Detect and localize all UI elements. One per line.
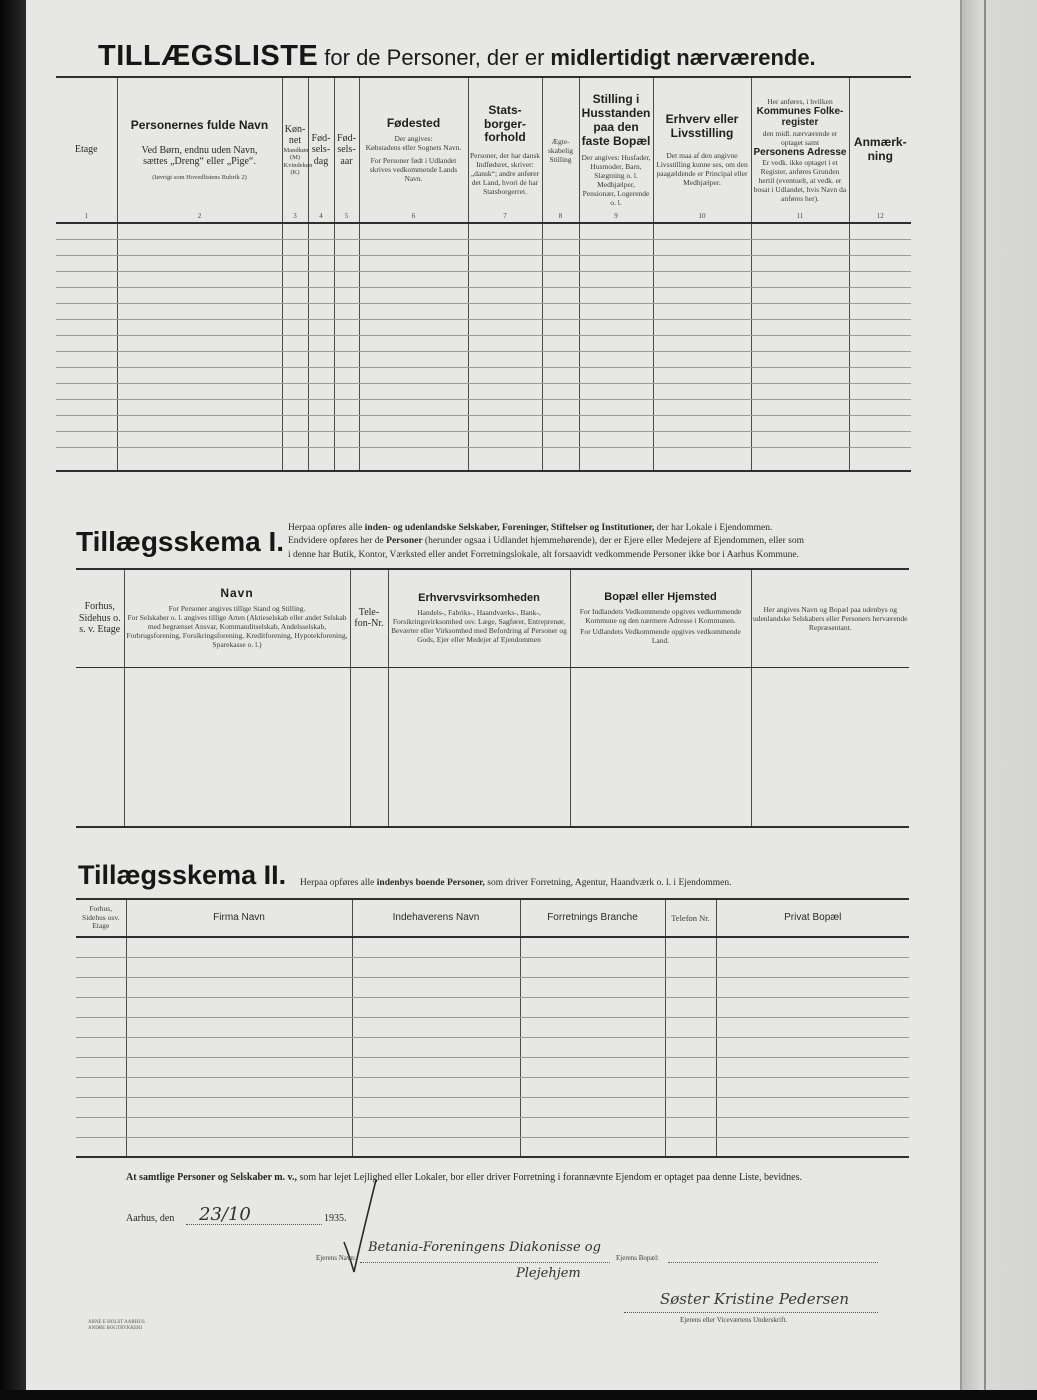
- table-row: [56, 223, 911, 239]
- col-erhverv: Erhverv eller Livsstilling Det maa af den angivne Livsstilling kunne ses, om den paagældende er Principal eller Medhjælper. 10: [653, 77, 751, 223]
- col-foedested: Fødested Der angives: Købstadens eller Sognets Navn. For Personer født i Udlandet skrives vedkommende Lands Navn. 6: [359, 77, 468, 223]
- table-row: [56, 303, 911, 319]
- col-forhus-etage: Forhus, Sidehus o. s. v. Etage: [76, 569, 124, 667]
- col-koen: Køn-net Mandkøn (M) Kvindekøn (K) 3: [282, 77, 308, 223]
- col-indehaver-navn: Indehaverens Navn: [352, 899, 520, 937]
- table-row: [56, 319, 911, 335]
- section-2-title: Tillægsskema II.: [78, 860, 287, 890]
- table-row: [76, 957, 909, 977]
- col-branche: Forretnings Branche: [520, 899, 665, 937]
- col-navn: Navn For Personer angives tillige Stand og Stilling. For Selskaber o. l. angives tillige Arten (Aktieselskab eller andet Selskab med begrænset Ansvar, Kommanditselskab, Andelsselskab, Forbrugsforening, Forsikringsforening, Kreditforening, Hypotekforening, Sparekasse o. l.): [124, 569, 350, 667]
- col-stilling-husstand: Stilling i Husstanden paa den faste Bopæl Der angives: Husfader, Husmoder, Barn, Slægtning o. l. Medhjælper, Pensionær, Logerende o. l. 9: [579, 77, 653, 223]
- col-erhvervsvirksomhed: Erhvervsvirksomheden Handels-, Fabriks-, Haandværks-, Bank-, Forsikringsvirksomhed osv. Læge, Sagfører, Entreprenør, Beværter eller Virksomhed med Befordring af Personer og Gods, Ejer eller Medejer af Ejendommen: [388, 569, 570, 667]
- tillaegsskema-2-table: [76, 898, 909, 1158]
- signature-handwritten: Søster Kristine Pedersen: [660, 1290, 850, 1308]
- owner-name-label: Ejerens Navn:: [316, 1254, 356, 1262]
- table-row: [56, 415, 911, 431]
- form-header: [98, 42, 816, 71]
- year-label: 1935.: [324, 1213, 347, 1224]
- table-row: [76, 1077, 909, 1097]
- col-anmaerkning: Anmærk-ning 12: [849, 77, 911, 223]
- col-foedselsaar: Fød-sels-aar 5: [334, 77, 359, 223]
- table-row: [56, 335, 911, 351]
- table-row: [76, 1097, 909, 1117]
- col-repraesentant: Her angives Navn og Bopæl paa udenbys og udenlandske Selskabers eller Personers herværende Repræsentant.: [751, 569, 909, 667]
- table-header-row: [76, 569, 909, 667]
- section-2-description: Herpaa opføres alle indenbys boende Personer, som driver Forretning, Agentur, Haandværk o. l. i Ejendommen.: [300, 878, 732, 888]
- table-row: [76, 937, 909, 957]
- header-title-mid: for de Personer, der er: [324, 45, 545, 70]
- owner-address-label: Ejerens Bopæl:: [616, 1254, 659, 1262]
- tillaegsliste-table: [56, 76, 911, 472]
- owner-name-handwritten-1: Betania-Foreningens Diakonisse og: [368, 1240, 601, 1255]
- table-row: [76, 1037, 909, 1057]
- header-title-bold: midlertidigt nærværende.: [550, 45, 816, 70]
- place-label: Aarhus, den: [126, 1213, 175, 1224]
- col-firma-navn: Firma Navn: [126, 899, 352, 937]
- col-aegteskab: Ægte-skabelig Stilling 8: [542, 77, 579, 223]
- table-row: [76, 1137, 909, 1157]
- table-row: [56, 351, 911, 367]
- table-header-row: [56, 77, 911, 223]
- table-row: [56, 255, 911, 271]
- table-row: [56, 383, 911, 399]
- owner-name-handwritten-2: Plejehjem: [516, 1266, 581, 1281]
- signature-line: [624, 1312, 878, 1313]
- signature-label: Ejerens eller Viceværtens Underskrift.: [680, 1316, 788, 1324]
- table-row: [56, 431, 911, 447]
- col-etage: Etage 1: [56, 77, 117, 223]
- table-row: [76, 977, 909, 997]
- owner-address-line: [668, 1262, 878, 1263]
- table-row: [76, 1017, 909, 1037]
- table-header-row: [76, 899, 909, 937]
- table-row: [56, 239, 911, 255]
- table-row: [76, 667, 909, 827]
- book-spine: [0, 0, 26, 1400]
- scan-border: [0, 1390, 1037, 1400]
- col-foedselsdag: Fød-sels-dag 4: [308, 77, 334, 223]
- col-privat-bopael: Privat Bopæl: [716, 899, 909, 937]
- printer-imprint: ARNE E HOLST AARHUS ANDRE BOGTRYKKERI: [88, 1320, 145, 1331]
- table-row: [56, 287, 911, 303]
- owner-name-line: [360, 1262, 610, 1263]
- col-forhus-etage: Forhus, Sidehus osv. Etage: [76, 899, 126, 937]
- header-title-big: TILLÆGSLISTE: [98, 40, 319, 72]
- col-statsborger: Stats-borger-forhold Personer, der har dansk Indfødsret, skriver: „dansk“; andre anfører det Land, hvori de har Statsborgerret. 7: [468, 77, 542, 223]
- tillaegsskema-1-table: [76, 568, 909, 828]
- attestation-text: At samtlige Personer og Selskaber m. v., som har lejet Lejlighed eller Lokaler, bor eller driver Forretning i forannævnte Ejendom er optaget paa denne Liste, bevidnes.: [126, 1172, 802, 1183]
- table-row: [56, 447, 911, 471]
- table-row: [76, 1117, 909, 1137]
- col-telefon: Tele-fon-Nr.: [350, 569, 388, 667]
- table-row: [56, 271, 911, 287]
- table-row: [56, 367, 911, 383]
- adjacent-page-edge: [962, 0, 1037, 1400]
- table-row: [76, 1057, 909, 1077]
- col-bopael-hjemsted: Bopæl eller Hjemsted For Indlandets Vedkommende opgives vedkommende Kommune og den nærmere Adresse i Kommunen. For Udlandets Vedkommende opgives vedkommende Land.: [570, 569, 751, 667]
- section-1-title: Tillægsskema I.: [76, 526, 285, 557]
- table-row: [56, 399, 911, 415]
- date-handwritten: 23/10: [199, 1204, 251, 1225]
- col-telefon: Telefon Nr.: [665, 899, 716, 937]
- col-navn: Personernes fulde Navn Ved Børn, endnu uden Navn, sættes „Dreng“ eller „Pige“. (Iøvrigt som Hovedlistens Rubrik 2) 2: [117, 77, 282, 223]
- col-folkeregister: Her anføres, i hvilken Kommunes Folke-register den midl. nærværende er optaget samt Personens Adresse Er vedk. ikke optaget i et Register, anføres Grunden hertil (eventuelt, at vedk. er bosat i Udlandet, hvis Navn da anføres her). 11: [751, 77, 849, 223]
- table-row: [76, 997, 909, 1017]
- section-1-description: Herpaa opføres alle inden- og udenlandske Selskaber, Foreninger, Stiftelser og Institutioner, der har Lokale i Ejendommen. Endvidere opføres her de Personer (herunder ogsaa i Udlandet hjemmehørende), der er Ejere eller Medejere af Ejendommen, eller som i denne har Butik, Kontor, Værksted eller andet Forretningslokale, alt forsaavidt vedkommende Personer ikke bor i Aarhus Kommune.: [288, 523, 804, 560]
